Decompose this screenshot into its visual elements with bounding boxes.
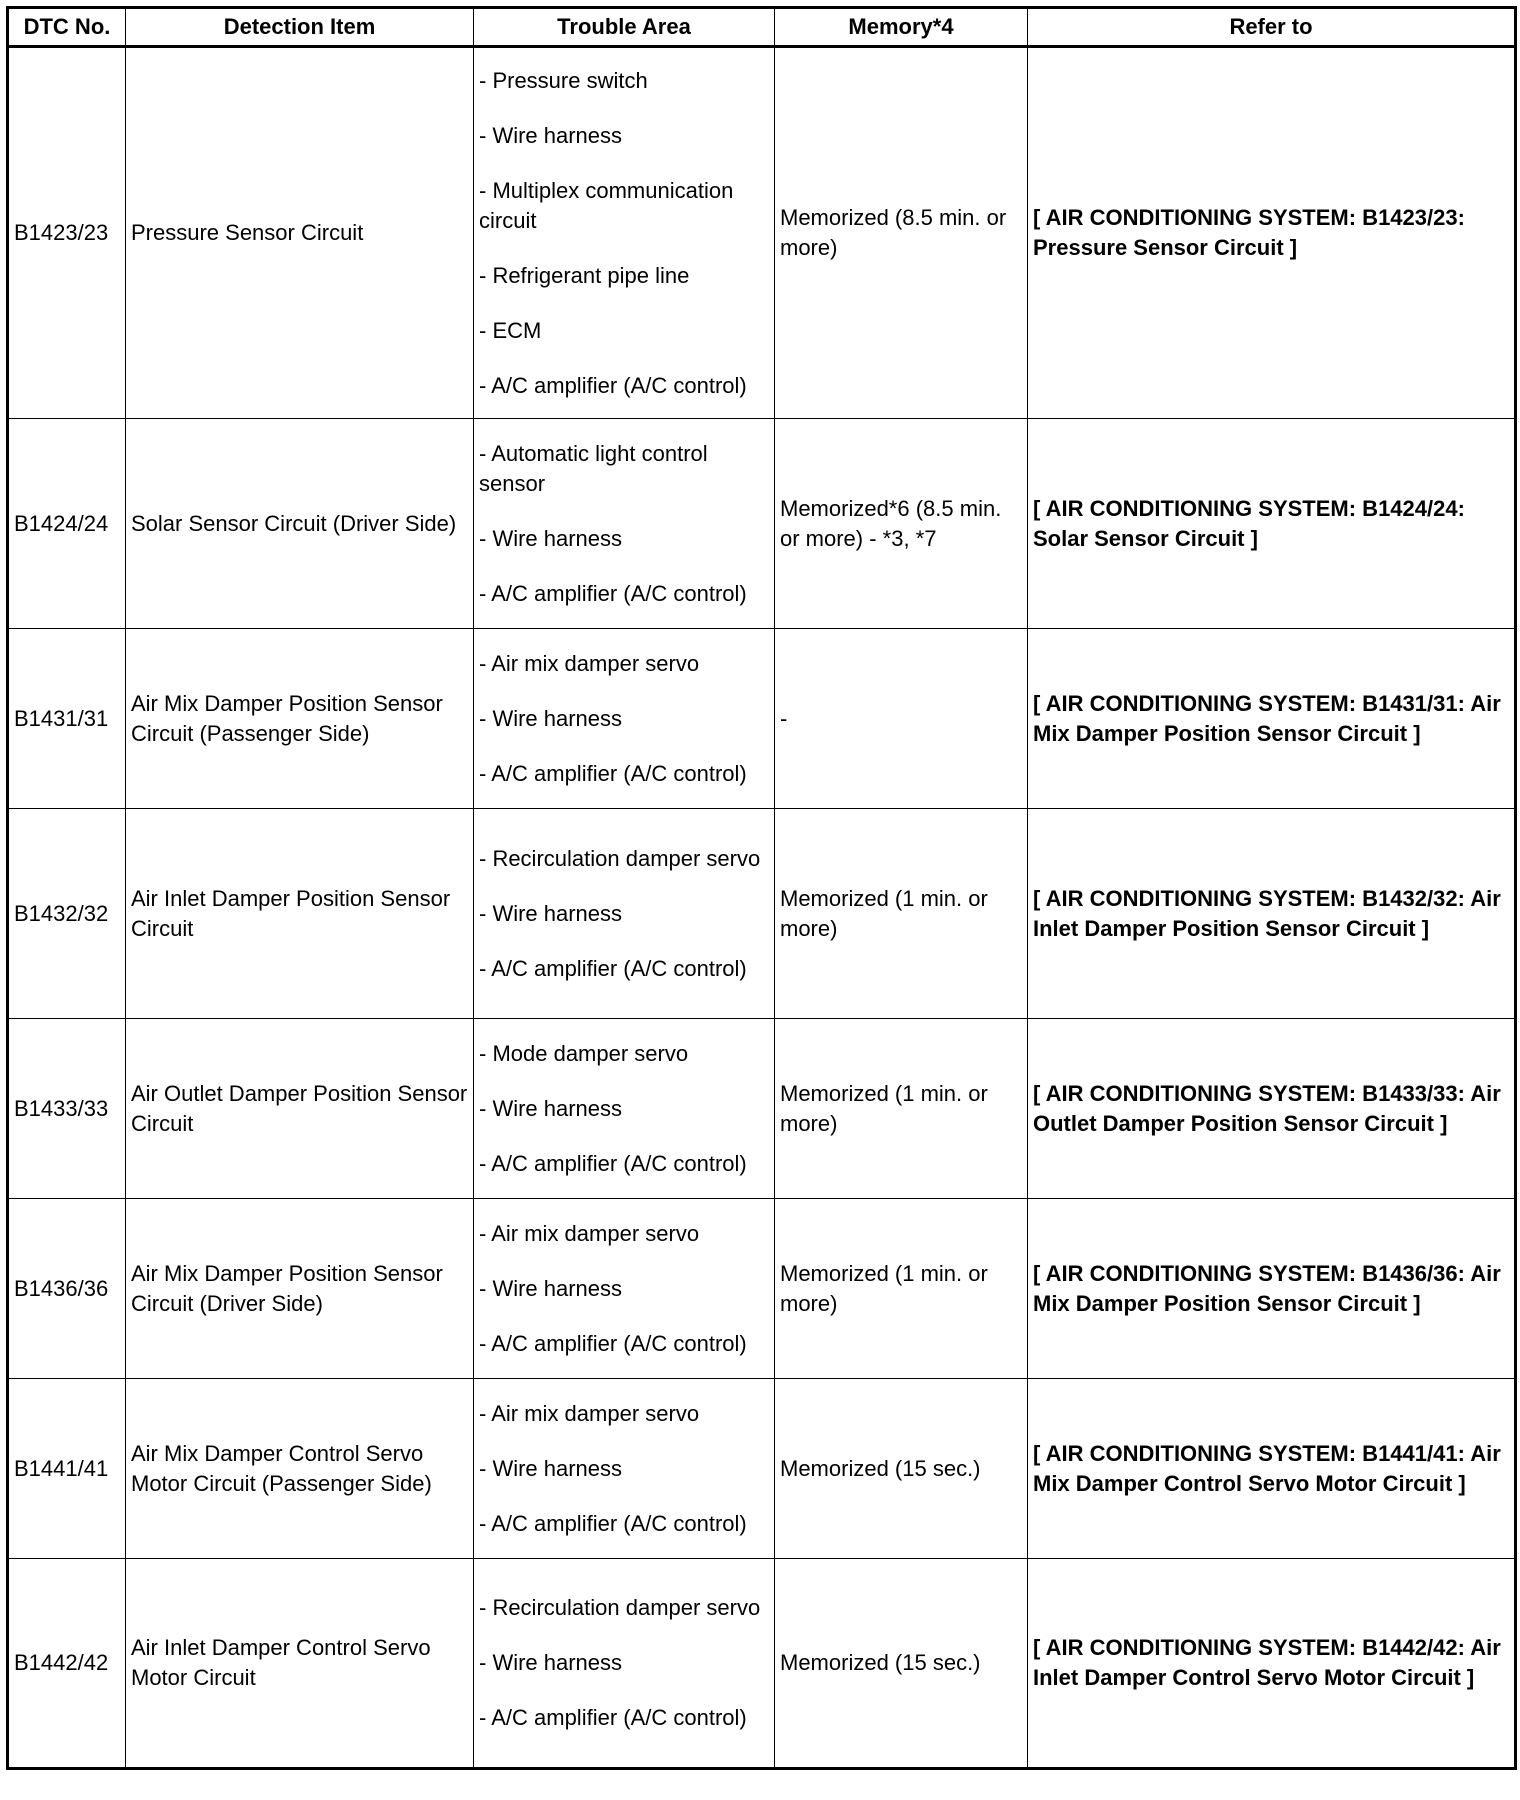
- refer-cell: [ AIR CONDITIONING SYSTEM: B1431/31: Air Mix Damper Position Sensor Circuit ]: [1028, 629, 1516, 809]
- trouble-item: - A/C amplifier (A/C control): [479, 580, 747, 606]
- memory-cell: Memorized (15 sec.): [775, 1379, 1028, 1559]
- trouble-item: - A/C amplifier (A/C control): [479, 1330, 747, 1356]
- refer-cell: [ AIR CONDITIONING SYSTEM: B1433/33: Air Outlet Damper Position Sensor Circuit ]: [1028, 1019, 1516, 1199]
- table-row: [8, 809, 1516, 1019]
- table-header: [8, 8, 1516, 47]
- memory-cell: Memorized (15 sec.): [775, 1559, 1028, 1769]
- trouble-item: - Recirculation damper servo: [479, 1595, 761, 1620]
- trouble-item: - A/C amplifier (A/C control): [479, 1150, 747, 1176]
- header-memory: Memory*4: [775, 8, 1028, 47]
- dtc-cell: B1432/32: [8, 809, 126, 1019]
- refer-cell: [ AIR CONDITIONING SYSTEM: B1423/23: Pressure Sensor Circuit ]: [1028, 47, 1516, 419]
- detection-cell: Pressure Sensor Circuit: [126, 47, 474, 419]
- dtc-table: [6, 6, 1517, 1770]
- trouble-item: - A/C amplifier (A/C control): [479, 760, 747, 786]
- trouble-cell: [474, 47, 775, 419]
- trouble-item: - Refrigerant pipe line: [479, 262, 690, 288]
- table-row: [8, 1019, 1516, 1199]
- trouble-item: - Wire harness: [479, 705, 623, 731]
- table-row: [8, 47, 1516, 419]
- detection-cell: Air Inlet Damper Position Sensor Circuit: [126, 809, 474, 1019]
- header-dtc-no: DTC No.: [8, 8, 126, 47]
- trouble-item: - A/C amplifier (A/C control): [479, 372, 747, 398]
- memory-cell: Memorized (8.5 min. or more): [775, 47, 1028, 419]
- refer-cell: [ AIR CONDITIONING SYSTEM: B1436/36: Air Mix Damper Position Sensor Circuit ]: [1028, 1199, 1516, 1379]
- table-body: [8, 47, 1516, 1769]
- detection-cell: Air Mix Damper Control Servo Motor Circuit (Passenger Side): [126, 1379, 474, 1559]
- trouble-item: - Air mix damper servo: [479, 1220, 700, 1246]
- detection-cell: Air Mix Damper Position Sensor Circuit (Passenger Side): [126, 629, 474, 809]
- memory-cell: Memorized (1 min. or more): [775, 1019, 1028, 1199]
- table-row: [8, 1199, 1516, 1379]
- table-row: [8, 629, 1516, 809]
- refer-cell: [ AIR CONDITIONING SYSTEM: B1442/42: Air Inlet Damper Control Servo Motor Circuit ]: [1028, 1559, 1516, 1769]
- refer-cell: [ AIR CONDITIONING SYSTEM: B1424/24: Solar Sensor Circuit ]: [1028, 419, 1516, 629]
- trouble-item: - Air mix damper servo: [479, 1400, 700, 1426]
- header-row: [8, 8, 1516, 47]
- table-row: [8, 1559, 1516, 1769]
- trouble-item: - Wire harness: [479, 525, 623, 551]
- trouble-item: - Air mix damper servo: [479, 650, 700, 676]
- trouble-item: - Wire harness: [479, 900, 623, 926]
- header-detection-item: Detection Item: [126, 8, 474, 47]
- dtc-cell: B1436/36: [8, 1199, 126, 1379]
- table-row: [8, 1379, 1516, 1559]
- trouble-item: - A/C amplifier (A/C control): [479, 1705, 747, 1730]
- trouble-item: - Automatic light control sensor: [479, 440, 708, 496]
- detection-cell: Solar Sensor Circuit (Driver Side): [126, 419, 474, 629]
- dtc-cell: B1424/24: [8, 419, 126, 629]
- trouble-cell: [474, 629, 775, 809]
- memory-cell: -: [775, 629, 1028, 809]
- detection-cell: Air Inlet Damper Control Servo Motor Circuit: [126, 1559, 474, 1769]
- trouble-cell: [474, 809, 775, 1019]
- detection-cell: Air Mix Damper Position Sensor Circuit (Driver Side): [126, 1199, 474, 1379]
- trouble-item: - Recirculation damper servo: [479, 845, 761, 871]
- trouble-item: - Wire harness: [479, 1650, 623, 1675]
- trouble-cell: [474, 1559, 775, 1769]
- dtc-cell: B1423/23: [8, 47, 126, 419]
- trouble-item: - Wire harness: [479, 1275, 623, 1301]
- trouble-item: - ECM: [479, 317, 542, 343]
- memory-cell: Memorized*6 (8.5 min. or more) - *3, *7: [775, 419, 1028, 629]
- dtc-cell: B1431/31: [8, 629, 126, 809]
- trouble-item: - Wire harness: [479, 1455, 623, 1481]
- refer-cell: [ AIR CONDITIONING SYSTEM: B1441/41: Air Mix Damper Control Servo Motor Circuit ]: [1028, 1379, 1516, 1559]
- header-refer-to: Refer to: [1028, 8, 1516, 47]
- dtc-cell: B1433/33: [8, 1019, 126, 1199]
- refer-cell: [ AIR CONDITIONING SYSTEM: B1432/32: Air Inlet Damper Position Sensor Circuit ]: [1028, 809, 1516, 1019]
- memory-cell: Memorized (1 min. or more): [775, 809, 1028, 1019]
- dtc-cell: B1441/41: [8, 1379, 126, 1559]
- trouble-item: - A/C amplifier (A/C control): [479, 955, 747, 981]
- header-trouble-area: Trouble Area: [474, 8, 775, 47]
- trouble-item: - Mode damper servo: [479, 1040, 689, 1066]
- memory-cell: Memorized (1 min. or more): [775, 1199, 1028, 1379]
- trouble-item: - A/C amplifier (A/C control): [479, 1510, 747, 1536]
- trouble-item: - Wire harness: [479, 122, 623, 148]
- trouble-item: - Wire harness: [479, 1095, 623, 1121]
- trouble-cell: [474, 1199, 775, 1379]
- table-row: [8, 419, 1516, 629]
- trouble-cell: [474, 419, 775, 629]
- dtc-cell: B1442/42: [8, 1559, 126, 1769]
- trouble-item: - Multiplex communication circuit: [479, 177, 734, 233]
- trouble-cell: [474, 1019, 775, 1199]
- detection-cell: Air Outlet Damper Position Sensor Circuit: [126, 1019, 474, 1199]
- trouble-cell: [474, 1379, 775, 1559]
- trouble-item: - Pressure switch: [479, 67, 648, 93]
